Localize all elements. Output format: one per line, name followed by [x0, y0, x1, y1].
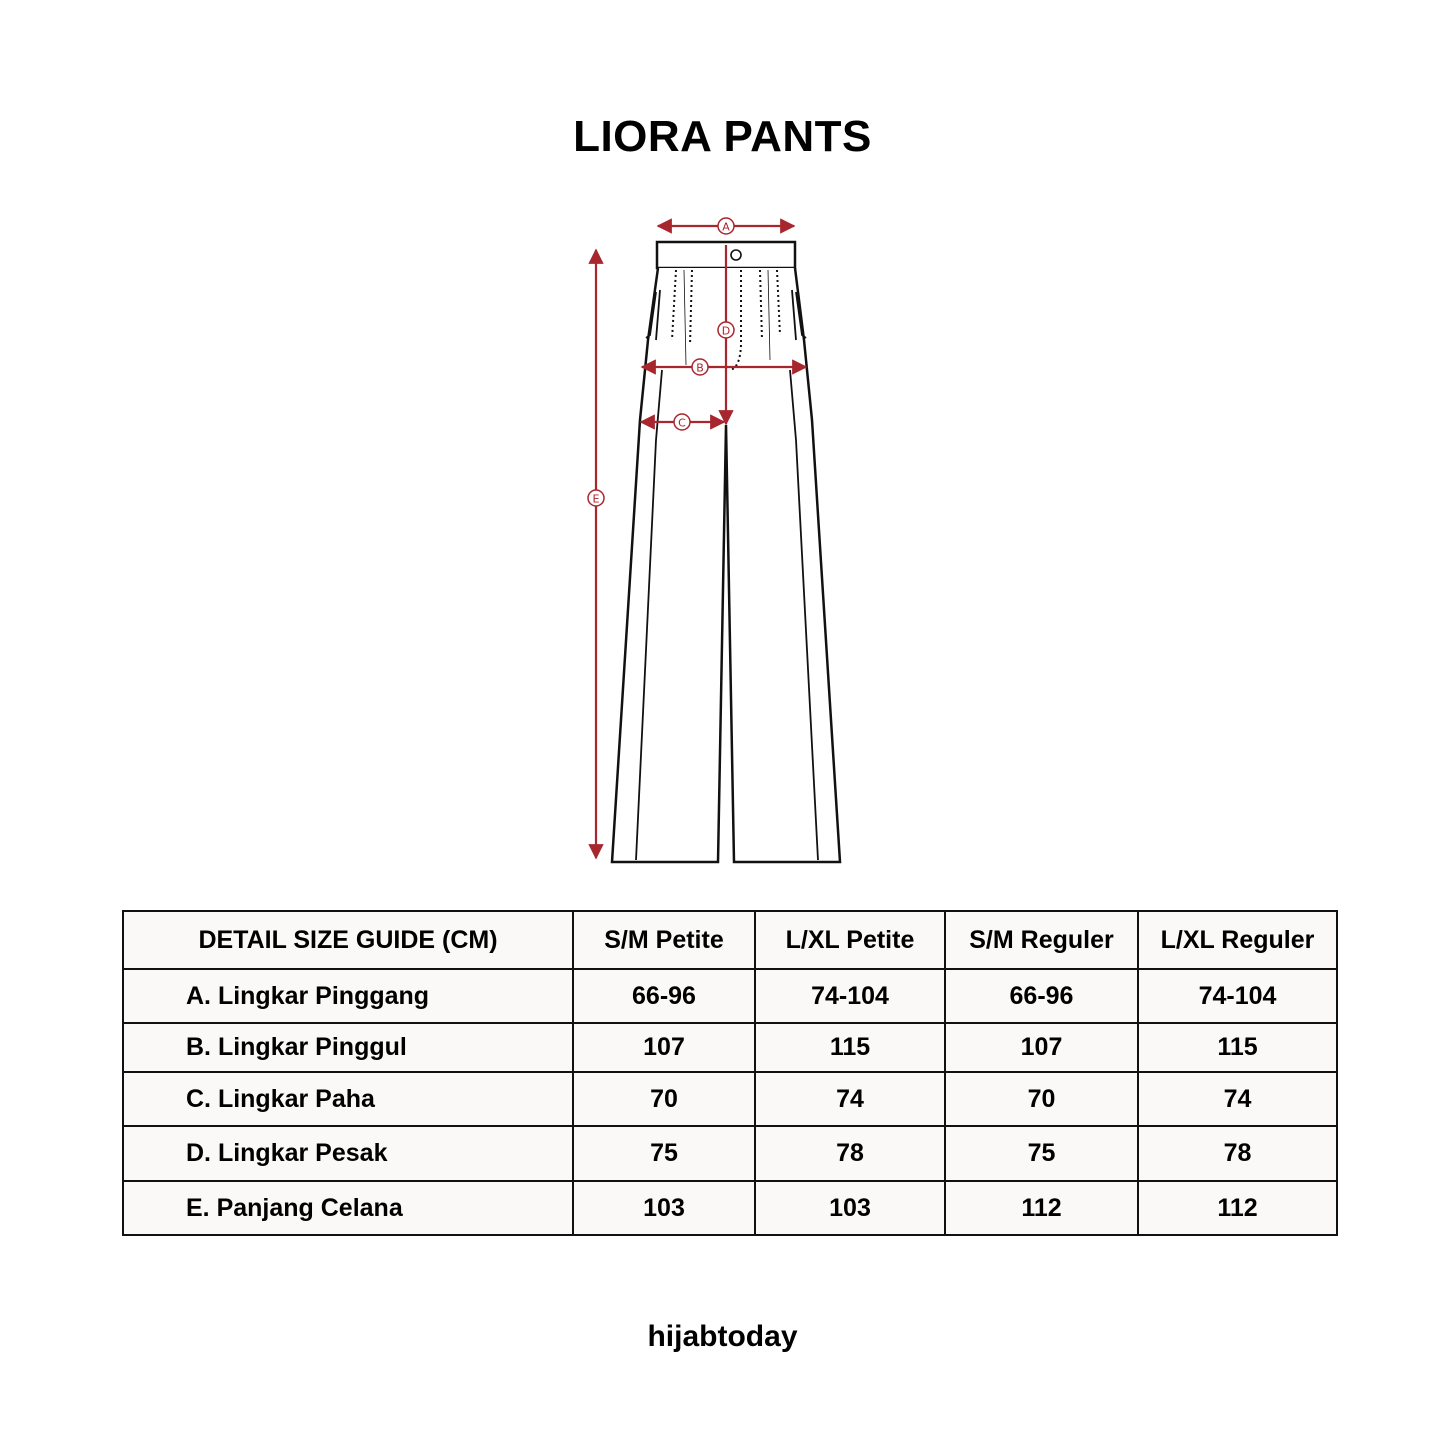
table-header-cell: S/M Petite: [573, 911, 755, 969]
table-cell: 74: [755, 1072, 945, 1126]
table-cell: 112: [1138, 1181, 1337, 1235]
marker-a: [718, 218, 734, 234]
table-row: [123, 969, 1337, 1023]
table-cell: 115: [755, 1023, 945, 1072]
marker-d: [718, 322, 734, 338]
table-cell: 107: [945, 1023, 1138, 1072]
brand-logo: hijabtoday: [647, 1320, 798, 1353]
table-cell: 75: [945, 1126, 1138, 1181]
table-cell: 78: [755, 1126, 945, 1181]
marker-e: [588, 490, 604, 506]
table-cell: 74: [1138, 1072, 1337, 1126]
table-row: [123, 1181, 1337, 1235]
table-header-cell: L/XL Petite: [755, 911, 945, 969]
table-cell: 75: [573, 1126, 755, 1181]
table-cell: 66-96: [945, 969, 1138, 1023]
table-cell: 70: [945, 1072, 1138, 1126]
table-header-row: [123, 911, 1337, 969]
table-row: [123, 1023, 1337, 1072]
marker-b: [692, 359, 708, 375]
table-cell: 66-96: [573, 969, 755, 1023]
svg-text:A: A: [722, 220, 730, 234]
svg-text:D: D: [721, 324, 731, 338]
table-cell: 103: [755, 1181, 945, 1235]
row-label: A. Lingkar Pinggang: [123, 969, 573, 1023]
row-label: B. Lingkar Pinggul: [123, 1023, 573, 1072]
table-cell: 78: [1138, 1126, 1337, 1181]
row-label: D. Lingkar Pesak: [123, 1126, 573, 1181]
table-cell: 112: [945, 1181, 1138, 1235]
table-cell: 115: [1138, 1023, 1337, 1072]
table-header-cell: L/XL Reguler: [1138, 911, 1337, 969]
table-cell: 107: [573, 1023, 755, 1072]
table-cell: 103: [573, 1181, 755, 1235]
table-cell: 74-104: [1138, 969, 1337, 1023]
table-row: [123, 1126, 1337, 1181]
row-label: C. Lingkar Paha: [123, 1072, 573, 1126]
table-header-cell: S/M Reguler: [945, 911, 1138, 969]
table-header-cell: DETAIL SIZE GUIDE (CM): [123, 911, 573, 969]
table-cell: 74-104: [755, 969, 945, 1023]
size-guide-table: [122, 910, 1336, 1234]
svg-text:E: E: [592, 492, 600, 506]
svg-text:B: B: [696, 361, 704, 375]
svg-text:C: C: [678, 416, 686, 430]
row-label: E. Panjang Celana: [123, 1181, 573, 1235]
table-cell: 70: [573, 1072, 755, 1126]
marker-c: [674, 414, 690, 430]
table-row: [123, 1072, 1337, 1126]
page-title: LIORA PANTS: [573, 112, 872, 161]
